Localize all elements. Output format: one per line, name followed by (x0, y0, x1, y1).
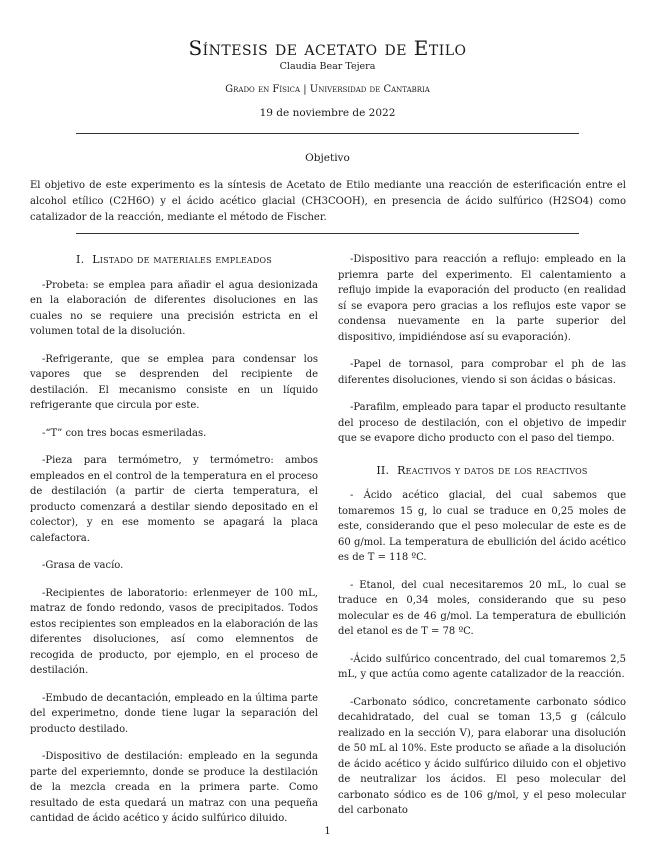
paragraph: -Pieza para termómetro, y termómetro: ambos empleados en el control de la temperatura en el proceso de destilación (a partir de cierta temperatura, el producto comenzará a destilar siendo depositado en el colector), y en ese momento se apagará la placa calefactora. (30, 455, 318, 544)
right-column (338, 252, 626, 831)
paragraph: -Refrigerante, que se emplea para condensar los vapores que se desprenden del recipiente de destilación. El mecanismo consiste en un líquido refrigerante que circula por este. (30, 353, 318, 411)
paragraph: -Grasa de vacío. (42, 560, 124, 571)
left-column (30, 252, 318, 839)
abstract-text: El objetivo de este experimento es la síntesis de Acetato de Etilo mediante una reacción de esterificación entre el alcohol etílico (C2H6O) y el ácido acético glacial (CH3COOH), en presencia de ácido sulfúrico (H2SO4) como catalizador de la reacción, mediante el método de Fischer. (30, 180, 626, 223)
paragraph: - Etanol, del cual necesitaremos 20 mL, lo cual se traduce en 0,34 moles, considerando que su peso molecular es de 46 g/mol. La temperatura de ebullición del etanol es de T = 78 ºC. (338, 579, 626, 637)
paragraph: -Dispositivo para reacción a reflujo: empleado en la priemra parte del experimento. El calentamiento a reflujo impide la evaporación del producto (en realidad sí se evapora pero gracias a los reflujos este vapor se condensa nuevamente en la parte superior del dispositivo, impidiéndose así su evaporación). (338, 254, 626, 343)
paper-date: 19 de noviembre de 2022 (259, 107, 396, 119)
paper-title: Síntesis de acetato de Etilo (188, 36, 467, 60)
author-name: Claudia Bear Tejera (279, 61, 376, 72)
paragraph: -“T” con tres bocas esmeriladas. (42, 427, 207, 439)
paragraph: - Ácido acético glacial, del cual sabemos que tomaremos 15 g, lo cual se traduce en 0,25 moles de este, considerando que el peso molecular de este es de 60 g/mol. La temperatura de ebullición del ácido acético es de T = 118 ºC. (338, 490, 626, 563)
affiliation: Grado en Física | Universidad de Cantabria (225, 84, 430, 95)
paragraph: -Probeta: se emplea para añadir el agua desionizada en la elaboración de diferentes disoluciones en las cuales no se requiere una precisión estricta en el volumen total de la disolución. (30, 279, 318, 337)
paragraph: -Dispositivo de destilación: empleado en la segunda parte del experiemnto, donde se produce la destilación de la mezcla creada en la primera parte. Como resultado de esta quedará un matraz con una pequeña cantidad de ácido acético y ácido sulfúrico diluido. (30, 751, 318, 824)
section-title: Reactivos y datos de los reactivos (397, 463, 588, 477)
paragraph: -Parafilm, empleado para tapar el producto resultante del proceso de destilación, con el objetivo de impedir que se evapore dicho producto con el paso del tiempo. (338, 402, 626, 444)
section-heading-reagents (338, 463, 626, 479)
header-divider (76, 133, 579, 134)
section-heading-materials (30, 252, 318, 268)
paragraph: -Recipientes de laboratorio: erlenmeyer de 100 mL, matraz de fondo redondo, vasos de precipitados. Todos estos recipientes son empleados en la elaboración de las diferentes disoluciones, así como elemnentos de recogida de producto, por ejemplo, en el proceso de destilación. (30, 587, 318, 676)
paragraph: -Papel de tornasol, para comprobar el ph de las diferentes disoluciones, viendo si son ácidas o básicas. (338, 359, 626, 386)
abstract-divider (76, 233, 579, 234)
abstract-heading: Objetivo (305, 152, 350, 164)
page-number: 1 (324, 826, 331, 837)
section-number: I. (76, 253, 85, 266)
paragraph: -Ácido sulfúrico concentrado, del cual tomaremos 2,5 mL, y que actúa como agente catalizador de la reacción. (338, 653, 626, 680)
section-title: Listado de materiales empleados (92, 253, 272, 266)
section-number: II. (376, 463, 390, 477)
paragraph: -Embudo de decantación, empleado en la última parte del experimetno, donde tiene lugar la separación del producto destilado. (30, 692, 318, 735)
paragraph: -Carbonato sódico, concretamente carbonato sódico decahidratado, del cual se toman 13,5 g (cálculo realizado en la sección V), para elaborar una disolución de 50 mL al 10%. Este producto se añade a la disolución de ácido acético y ácido sulfúrico diluido con el objetivo de neutralizar los ácidos. El peso molecular del carbonato sódico es de 106 g/mol, y el peso molecular del carbonato (338, 696, 626, 816)
